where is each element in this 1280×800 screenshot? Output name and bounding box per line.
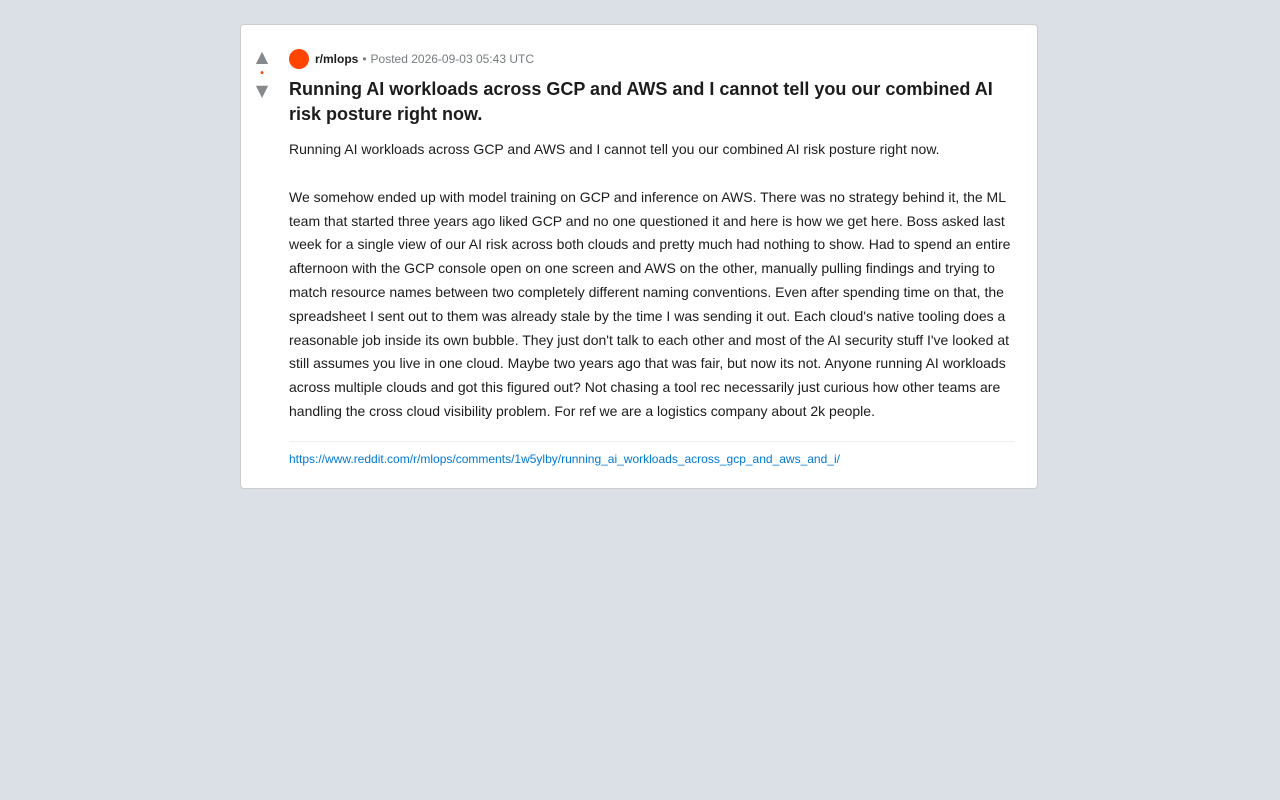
- post-body: [289, 138, 1015, 424]
- divider: [289, 441, 1015, 442]
- post-permalink[interactable]: https://www.reddit.com/r/mlops/comments/1w5ylby/running_ai_workloads_across_gcp_and_aws_and_i/: [289, 451, 840, 466]
- subreddit-icon[interactable]: [289, 49, 309, 69]
- post-card: [240, 24, 1038, 489]
- post-content: [289, 49, 1015, 466]
- upvote-arrow-icon[interactable]: ▲: [255, 47, 269, 66]
- vote-score: •: [260, 68, 264, 79]
- post-body-paragraph: We somehow ended up with model training on GCP and inference on AWS. There was no strategy behind it, the ML team that started three years ago liked GCP and no one questioned it and here is how we get here. Boss asked last week for a single view of our AI risk across both clouds and pretty much had nothing to show. Had to spend an entire afternoon with the GCP console open on one screen and AWS on the other, manually pulling findings and trying to match resource names between two completely different naming conventions. Even after spending time on that, the spreadsheet I sent out to them was already stale by the time I was sending it out. Each cloud's native tooling does a reasonable job inside its own bubble. They just don't talk to each other and most of the AI security stuff I've looked at still assumes you live in one cloud. Maybe two years ago that was fair, but now its not. Anyone running AI workloads across multiple clouds and got this figured out? Not chasing a tool rec necessarily just curious how other teams are handling the cross cloud visibility problem. For ref we are a logistics company about 2k people.: [289, 188, 1011, 419]
- post-title[interactable]: Running AI workloads across GCP and AWS and I cannot tell you our combined AI risk posture right now.: [289, 79, 993, 124]
- subreddit-name[interactable]: r/mlops: [315, 52, 359, 66]
- meta-separator: •: [362, 52, 367, 66]
- post-meta: [289, 49, 1015, 69]
- post-timestamp: Posted 2026-09-03 05:43 UTC: [370, 52, 534, 66]
- vote-column: [241, 47, 283, 101]
- downvote-arrow-icon[interactable]: ▼: [255, 81, 269, 100]
- post-body-paragraph: Running AI workloads across GCP and AWS and I cannot tell you our combined AI risk posture right now.: [289, 141, 940, 157]
